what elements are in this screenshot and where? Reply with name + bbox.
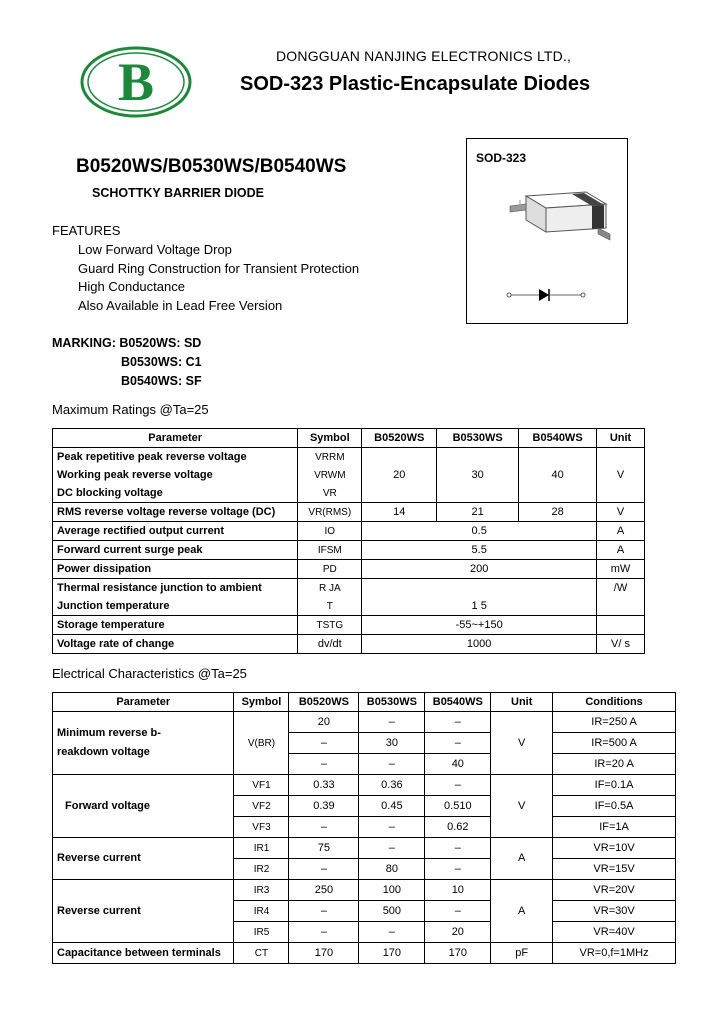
value-cell: – bbox=[289, 859, 359, 880]
max-ratings-table bbox=[52, 428, 645, 654]
unit-cell: A bbox=[491, 838, 553, 880]
symbol-cell: R JA bbox=[298, 579, 362, 598]
value-cell bbox=[362, 579, 597, 598]
value-cell: – bbox=[425, 859, 491, 880]
symbol-cell: IR5 bbox=[234, 922, 289, 943]
value-cell: 30 bbox=[359, 733, 425, 754]
unit-cell: A bbox=[597, 522, 645, 541]
value-cell: 14 bbox=[362, 503, 437, 522]
table-header-row bbox=[53, 693, 676, 712]
value-cell: 80 bbox=[359, 859, 425, 880]
param-cell: Capacitance between terminals bbox=[53, 943, 234, 964]
symbol-cell: VF2 bbox=[234, 796, 289, 817]
param-cell: Peak repetitive peak reverse voltage bbox=[53, 448, 298, 467]
feature-item: Low Forward Voltage Drop bbox=[78, 242, 232, 257]
value-cell: 170 bbox=[289, 943, 359, 964]
param-cell: Power dissipation bbox=[53, 560, 298, 579]
symbol-cell: VRWM bbox=[298, 466, 362, 484]
param-cell: Junction temperature bbox=[53, 597, 298, 616]
value-cell: – bbox=[289, 901, 359, 922]
value-cell: 0.5 bbox=[362, 522, 597, 541]
value-cell: – bbox=[359, 754, 425, 775]
value-cell: – bbox=[289, 733, 359, 754]
symbol-cell: dv/dt bbox=[298, 635, 362, 654]
company-logo bbox=[80, 46, 192, 118]
table-row bbox=[53, 616, 645, 635]
symbol-cell: IFSM bbox=[298, 541, 362, 560]
col-header: B0540WS bbox=[425, 693, 491, 712]
param-cell: RMS reverse voltage reverse voltage (DC) bbox=[53, 503, 298, 522]
table-row bbox=[53, 448, 645, 467]
param-cell: Reverse current bbox=[53, 880, 234, 943]
value-cell: 20 bbox=[425, 922, 491, 943]
value-cell: 170 bbox=[425, 943, 491, 964]
unit-cell bbox=[597, 616, 645, 635]
condition-cell: IF=0.5A bbox=[553, 796, 676, 817]
table-row bbox=[53, 775, 676, 796]
param-cell: Storage temperature bbox=[53, 616, 298, 635]
value-cell: – bbox=[289, 754, 359, 775]
unit-cell: /W bbox=[597, 579, 645, 598]
symbol-cell: VR bbox=[298, 484, 362, 503]
condition-cell: VR=40V bbox=[553, 922, 676, 943]
unit-cell: A bbox=[491, 880, 553, 943]
marking-line: MARKING: B0520WS: SD bbox=[52, 336, 202, 350]
param-cell bbox=[53, 712, 234, 775]
value-cell: 0.45 bbox=[359, 796, 425, 817]
col-header: B0530WS bbox=[359, 693, 425, 712]
value-cell: 75 bbox=[289, 838, 359, 859]
value-cell: 0.62 bbox=[425, 817, 491, 838]
electrical-heading: Electrical Characteristics @Ta=25 bbox=[52, 666, 247, 681]
features-heading: FEATURES bbox=[52, 223, 121, 238]
unit-cell: V/ s bbox=[597, 635, 645, 654]
col-header: Unit bbox=[491, 693, 553, 712]
param-cell: Voltage rate of change bbox=[53, 635, 298, 654]
table-row bbox=[53, 635, 645, 654]
table-row bbox=[53, 541, 645, 560]
value-cell: -55~+150 bbox=[362, 616, 597, 635]
value-cell: 1000 bbox=[362, 635, 597, 654]
param-cell: Forward voltage bbox=[53, 775, 234, 838]
table-row bbox=[53, 560, 645, 579]
value-cell: 100 bbox=[359, 880, 425, 901]
value-cell: – bbox=[359, 838, 425, 859]
unit-cell: pF bbox=[491, 943, 553, 964]
value-cell: 0.36 bbox=[359, 775, 425, 796]
unit-cell: V bbox=[491, 712, 553, 775]
value-cell: 200 bbox=[362, 560, 597, 579]
value-cell: – bbox=[425, 712, 491, 733]
table-row bbox=[53, 880, 676, 901]
value-cell: 1 5 bbox=[362, 597, 597, 616]
value-cell: 0.39 bbox=[289, 796, 359, 817]
value-cell: – bbox=[425, 901, 491, 922]
marking-line: B0540WS: SF bbox=[121, 374, 202, 388]
value-cell: 21 bbox=[437, 503, 519, 522]
max-ratings-heading: Maximum Ratings @Ta=25 bbox=[52, 402, 209, 417]
condition-cell: IR=500 A bbox=[553, 733, 676, 754]
table-row bbox=[53, 579, 645, 598]
value-cell: – bbox=[359, 922, 425, 943]
value-cell: 20 bbox=[362, 448, 437, 503]
value-cell: 40 bbox=[519, 448, 597, 503]
condition-cell: VR=15V bbox=[553, 859, 676, 880]
value-cell: – bbox=[359, 817, 425, 838]
condition-cell: VR=20V bbox=[553, 880, 676, 901]
value-cell: 0.510 bbox=[425, 796, 491, 817]
col-header: Symbol bbox=[234, 693, 289, 712]
value-cell: 250 bbox=[289, 880, 359, 901]
condition-cell: IR=20 A bbox=[553, 754, 676, 775]
unit-cell: mW bbox=[597, 560, 645, 579]
unit-cell: A bbox=[597, 541, 645, 560]
symbol-cell: IR4 bbox=[234, 901, 289, 922]
part-subtitle: SCHOTTKY BARRIER DIODE bbox=[92, 186, 265, 200]
value-cell: – bbox=[425, 775, 491, 796]
condition-cell: VR=0,f=1MHz bbox=[553, 943, 676, 964]
diode-symbol-icon bbox=[503, 286, 589, 304]
param-line: Minimum reverse b- bbox=[57, 727, 161, 739]
value-cell: – bbox=[289, 817, 359, 838]
symbol-cell: TSTG bbox=[298, 616, 362, 635]
document-title: SOD-323 Plastic-Encapsulate Diodes bbox=[240, 73, 591, 95]
unit-cell bbox=[597, 597, 645, 616]
table-row bbox=[53, 522, 645, 541]
table-row bbox=[53, 597, 645, 616]
symbol-cell: VRRM bbox=[298, 448, 362, 467]
logo-letter: B bbox=[117, 52, 155, 112]
value-cell: 170 bbox=[359, 943, 425, 964]
value-cell: 40 bbox=[425, 754, 491, 775]
col-header: B0530WS bbox=[437, 429, 519, 448]
col-header: Symbol bbox=[298, 429, 362, 448]
param-cell: Forward current surge peak bbox=[53, 541, 298, 560]
symbol-cell: IO bbox=[298, 522, 362, 541]
param-line: reakdown voltage bbox=[57, 746, 150, 758]
param-cell: Average rectified output current bbox=[53, 522, 298, 541]
marking-line: B0530WS: C1 bbox=[121, 355, 202, 369]
col-header: B0540WS bbox=[519, 429, 597, 448]
value-cell: – bbox=[425, 733, 491, 754]
condition-cell: IF=1A bbox=[553, 817, 676, 838]
table-row bbox=[53, 712, 676, 733]
col-header: Parameter bbox=[53, 429, 298, 448]
col-header: Parameter bbox=[53, 693, 234, 712]
value-cell: 5.5 bbox=[362, 541, 597, 560]
col-header: B0520WS bbox=[289, 693, 359, 712]
symbol-cell: IR2 bbox=[234, 859, 289, 880]
feature-item: High Conductance bbox=[78, 279, 185, 294]
table-header-row bbox=[53, 429, 645, 448]
value-cell: 28 bbox=[519, 503, 597, 522]
unit-cell: V bbox=[491, 775, 553, 838]
symbol-cell: VR(RMS) bbox=[298, 503, 362, 522]
symbol-cell: PD bbox=[298, 560, 362, 579]
electrical-table bbox=[52, 692, 676, 964]
param-cell: Working peak reverse voltage bbox=[53, 466, 298, 484]
col-header: B0520WS bbox=[362, 429, 437, 448]
company-name: DONGGUAN NANJING ELECTRONICS LTD., bbox=[276, 48, 572, 64]
value-cell: – bbox=[359, 712, 425, 733]
symbol-cell: V(BR) bbox=[234, 712, 289, 775]
symbol-cell: VF3 bbox=[234, 817, 289, 838]
value-cell: – bbox=[289, 922, 359, 943]
value-cell: 10 bbox=[425, 880, 491, 901]
value-cell: 0.33 bbox=[289, 775, 359, 796]
param-cell: Reverse current bbox=[53, 838, 234, 880]
symbol-cell: IR1 bbox=[234, 838, 289, 859]
symbol-cell: T bbox=[298, 597, 362, 616]
condition-cell: VR=10V bbox=[553, 838, 676, 859]
condition-cell: IR=250 A bbox=[553, 712, 676, 733]
col-header: Conditions bbox=[553, 693, 676, 712]
param-cell: DC blocking voltage bbox=[53, 484, 298, 503]
table-row bbox=[53, 838, 676, 859]
part-number-title: B0520WS/B0530WS/B0540WS bbox=[76, 156, 347, 177]
unit-cell: V bbox=[597, 448, 645, 503]
condition-cell: VR=30V bbox=[553, 901, 676, 922]
symbol-cell: CT bbox=[234, 943, 289, 964]
condition-cell: IF=0.1A bbox=[553, 775, 676, 796]
symbol-cell: VF1 bbox=[234, 775, 289, 796]
unit-cell: V bbox=[597, 503, 645, 522]
feature-item: Also Available in Lead Free Version bbox=[78, 298, 283, 313]
package-drawing bbox=[506, 188, 616, 248]
table-row bbox=[53, 943, 676, 964]
value-cell: 30 bbox=[437, 448, 519, 503]
value-cell: 500 bbox=[359, 901, 425, 922]
value-cell: – bbox=[425, 838, 491, 859]
package-label: SOD-323 bbox=[476, 151, 527, 165]
param-cell: Thermal resistance junction to ambient bbox=[53, 579, 298, 598]
table-row bbox=[53, 503, 645, 522]
feature-item: Guard Ring Construction for Transient Protection bbox=[78, 261, 360, 276]
symbol-cell: IR3 bbox=[234, 880, 289, 901]
col-header: Unit bbox=[597, 429, 645, 448]
value-cell: 20 bbox=[289, 712, 359, 733]
